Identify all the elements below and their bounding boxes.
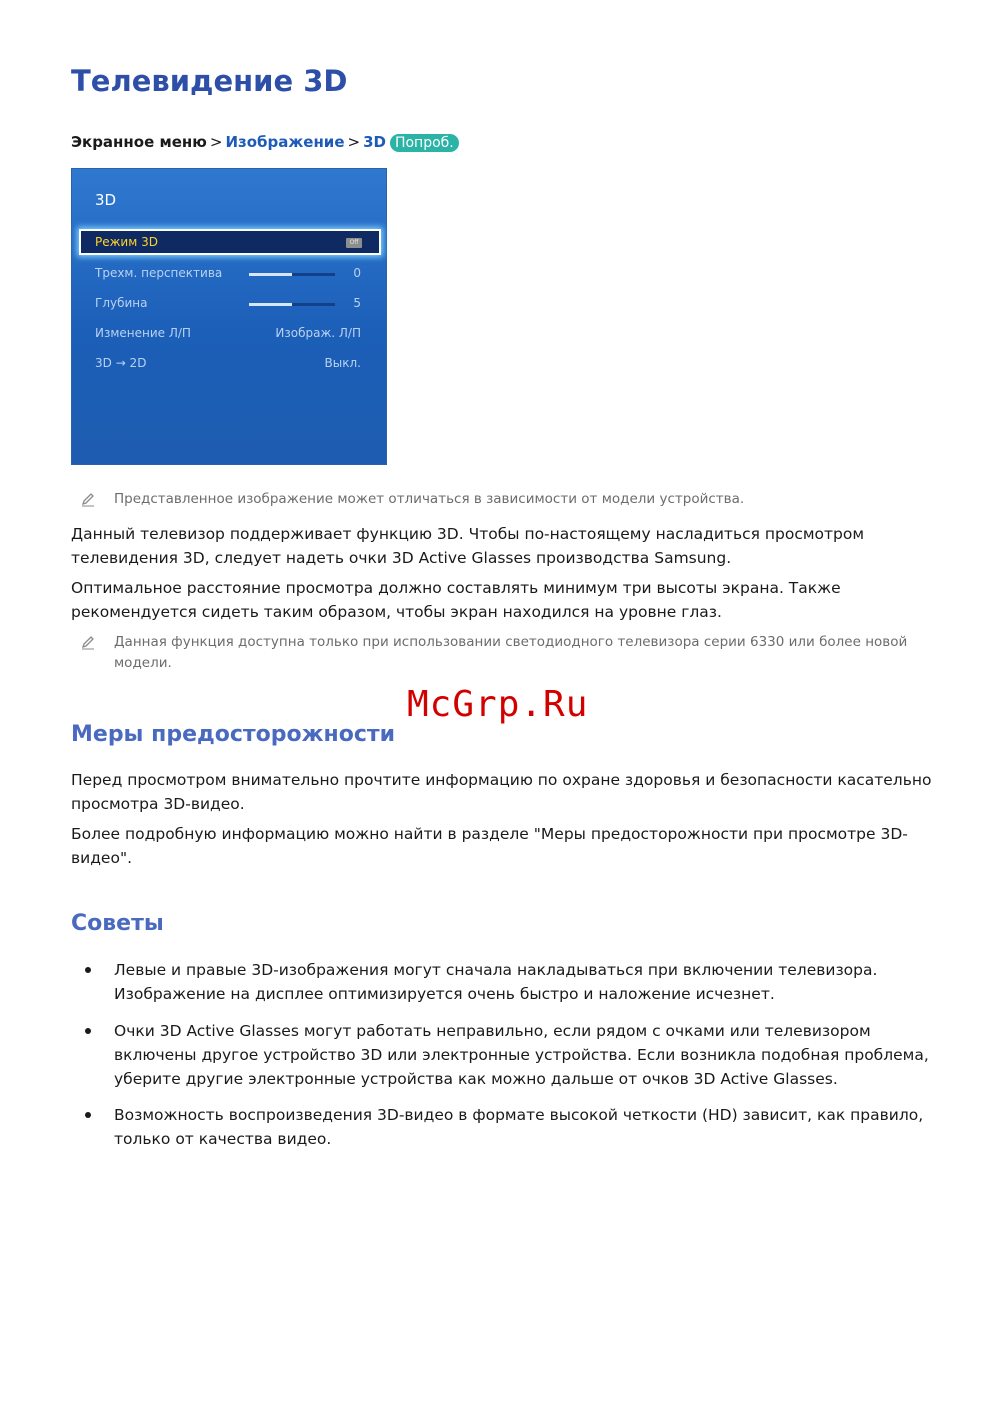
tv-menu-item-perspective [79,261,381,287]
breadcrumb-separator: > [209,133,223,151]
toggle-off-badge: Off [346,238,362,248]
list-item [71,1103,951,1151]
paragraph-3d-support: Данный телевизор поддерживает функцию 3D. Чтобы по-настоящему насладиться просмотром телевидения 3D, следует надеть очки 3D Active Glasses производства Samsung. [71,525,865,567]
tv-menu-title: 3D [95,191,117,209]
perspective-slider [249,273,335,276]
paragraph-precautions-read: Перед просмотром внимательно прочтите информацию по охране здоровья и безопасности касательно просмотра 3D-видео. [71,771,932,813]
tv-menu-item-label: Режим 3D [95,235,158,249]
tv-menu-item-value: 5 [353,296,361,310]
depth-slider [249,303,335,306]
section-title-precautions: Меры предосторожности [71,722,396,747]
pencil-icon [80,491,96,507]
tv-menu-item-value: 0 [353,266,361,280]
paragraph-viewing-distance: Оптимальное расстояние просмотра должно составлять минимум три высоты экрана. Также рекомендуется сидеть таким образом, чтобы экран находился на уровне глаз. [71,579,841,621]
slider-fill [249,303,292,306]
breadcrumb-separator: > [347,133,361,151]
paragraph-precautions-more: Более подробную информацию можно найти в разделе "Меры предосторожности при просмотре 3D-видео". [71,825,908,867]
tv-3d-menu-screenshot [71,168,387,465]
list-item-text: Возможность воспроизведения 3D-видео в формате высокой четкости (HD) зависит, как правило, только от качества видео. [114,1106,924,1148]
note-text: Представленное изображение может отличаться в зависимости от модели устройства. [114,491,745,507]
tv-menu-item-3d-mode [79,229,381,255]
list-item-text: Левые и правые 3D-изображения могут сначала накладываться при включении телевизора. Изображение на дисплее оптимизируется очень быстро и наложение исчезнет. [114,961,878,1003]
list-item-text: Очки 3D Active Glasses могут работать неправильно, если рядом с очками или телевизором включены другое устройство 3D или электронные устройства. Если возникла подобная проблема, уберите другие электронные устройства как можно дальше от очков 3D Active Glasses. [114,1022,929,1088]
tv-menu-item-3d-to-2d [79,351,381,377]
tv-menu-item-value: Выкл. [324,356,361,370]
tv-menu-item-label: 3D → 2D [95,356,147,370]
try-now-button[interactable]: Попроб. [390,134,459,152]
breadcrumb [71,133,459,152]
tv-menu-item-label: Трехм. перспектива [95,266,223,280]
list-item [71,958,951,1006]
list-item [71,1019,951,1091]
breadcrumb-item-3d[interactable]: 3D [363,133,386,151]
tv-menu-item-value: Изображ. Л/П [275,326,361,340]
breadcrumb-item-menu: Экранное меню [71,133,207,151]
bullet-icon [85,1112,91,1118]
bullet-icon [85,1028,91,1034]
breadcrumb-item-picture[interactable]: Изображение [225,133,345,151]
slider-fill [249,273,292,276]
bullet-icon [85,967,91,973]
tv-menu-item-lr-change [79,321,381,347]
note-image-disclaimer [71,489,951,511]
pencil-icon [80,634,96,650]
watermark: McGrp.Ru [407,684,589,725]
tv-menu-item-depth [79,291,381,317]
tv-menu-item-label: Изменение Л/П [95,326,191,340]
note-model-availability [71,632,951,676]
page-title: Телевидение 3D [71,64,348,98]
note-text: Данная функция доступна только при использовании светодиодного телевизора серии 6330 или более новой модели. [114,634,908,671]
tv-menu-item-label: Глубина [95,296,148,310]
section-title-tips: Советы [71,911,164,936]
